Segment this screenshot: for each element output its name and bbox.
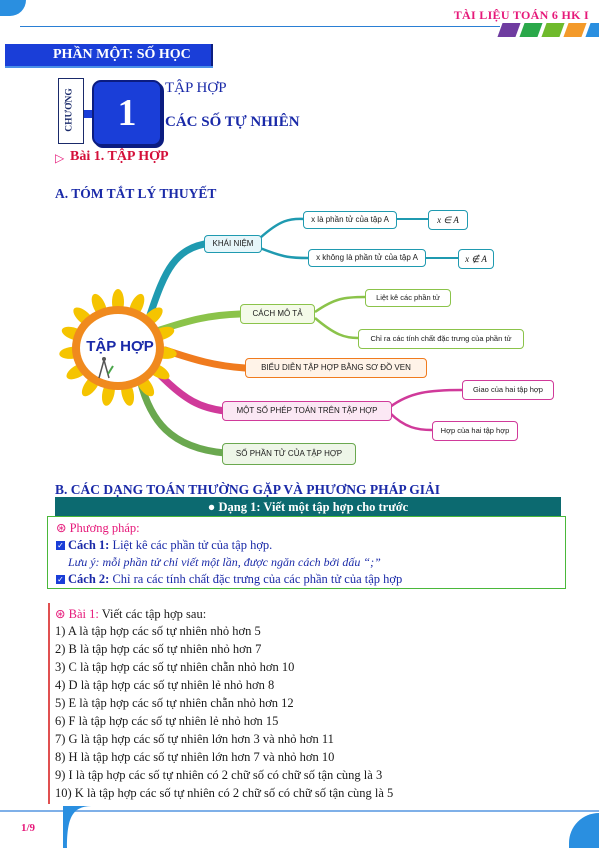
exercise-heading: ⊛ Bài 1: Viết các tập hợp sau: xyxy=(55,607,207,621)
method-note: Lưu ý: mỗi phần tử chỉ viết một lần, được ngăn cách bởi dấu “;” xyxy=(68,555,381,569)
section-b-heading: B. CÁC DẠNG TOÁN THƯỜNG GẶP VÀ PHƯƠNG PHÁP GIẢI xyxy=(55,482,441,497)
mindmap-node-list-elements: Liệt kê các phần tử xyxy=(365,289,451,307)
lesson-marker-icon: ▷ xyxy=(55,151,65,165)
method-heading: ⊛ Phương pháp: xyxy=(56,521,140,535)
mindmap-center: TẬP HỢP xyxy=(86,338,154,355)
mindmap-node-cachmota: CÁCH MÔ TẢ xyxy=(240,304,315,324)
exercise-item: 7) G là tập hợp các số tự nhiên lớn hơn 3 và nhỏ hơn 11 xyxy=(55,732,334,746)
part-banner: PHẦN MỘT: SỐ HỌC xyxy=(5,44,213,66)
mindmap-node-cardinality: SỐ PHẦN TỬ CỦA TẬP HỢP xyxy=(222,443,356,465)
exercise-item: 6) F là tập hợp các số tự nhiên lẻ nhỏ hơn 15 xyxy=(55,714,279,728)
exercise-item: 5) E là tập hợp các số tự nhiên chẵn nhỏ hơn 12 xyxy=(55,696,294,710)
mindmap-node-element-of-symbol: x ∈ A xyxy=(428,210,468,230)
section-a-heading: A. TÓM TẮT LÝ THUYẾT xyxy=(55,186,217,201)
part-banner-underline xyxy=(5,66,213,68)
mindmap-node-union: Hợp của hai tập hợp xyxy=(432,421,518,441)
exercise-item: 8) H là tập hợp các số tự nhiên lớn hơn 7 và nhỏ hơn 10 xyxy=(55,750,335,764)
chapter-number: 1 xyxy=(92,80,162,146)
method-box xyxy=(47,516,566,589)
header-stripe xyxy=(563,23,586,37)
header-stripe xyxy=(519,23,542,37)
mindmap-node-khainiem: KHÁI NIỆM xyxy=(204,235,262,253)
exercise-item: 4) D là tập hợp các số tự nhiên lẻ nhỏ hơn 8 xyxy=(55,678,275,692)
chapter-title-line2: CÁC SỐ TỰ NHIÊN xyxy=(165,114,300,130)
header-stripe xyxy=(541,23,564,37)
checkbox-icon: ✓ xyxy=(57,541,64,550)
mindmap-node-intersection: Giao của hai tập hợp xyxy=(462,380,554,400)
exercise-item: 1) A là tập hợp các số tự nhiên nhỏ hơn 5 xyxy=(55,624,261,638)
mindmap-node-venn: BIỂU DIỄN TẬP HỢP BẰNG SƠ ĐỒ VEN xyxy=(245,358,427,378)
mindmap-node-characteristic: Chỉ ra các tính chất đặc trưng của phần tử xyxy=(358,329,524,349)
chapter-title-line1: TẬP HỢP xyxy=(165,80,227,96)
problem-type-banner: ● Dạng 1: Viết một tập hợp cho trước xyxy=(55,497,561,517)
exercise-item: 2) B là tập hợp các số tự nhiên nhỏ hơn 7 xyxy=(55,642,262,656)
exercise-item: 10) K là tập hợp các số tự nhiên có 2 chữ số có chữ số tận cùng là 5 xyxy=(55,786,394,800)
method-way-2: ✓ Cách 2: Chỉ ra các tính chất đặc trưng của các phần tử của tập hợp xyxy=(57,572,403,586)
mindmap-node-not-element-of-symbol: x ∉ A xyxy=(458,249,494,269)
corner-decoration xyxy=(0,0,26,16)
checkbox-icon: ✓ xyxy=(57,575,64,584)
corner-decoration xyxy=(569,813,599,848)
page-number: 1/9 xyxy=(21,822,36,834)
document-title: TÀI LIỆU TOÁN 6 HK I xyxy=(453,8,589,22)
mindmap-node-element-of: x là phần tử của tập A xyxy=(303,211,397,229)
exercise-box xyxy=(48,603,555,804)
footer-decoration xyxy=(63,806,93,848)
header-stripe xyxy=(497,23,520,37)
chapter-connector xyxy=(84,110,92,118)
method-way-1: ✓ Cách 1: Liệt kê các phần tử của tập hợp. xyxy=(57,538,273,552)
mindmap-node-not-element-of: x không là phần tử của tập A xyxy=(308,249,426,267)
header-stripe xyxy=(585,23,599,37)
header-divider xyxy=(20,26,500,27)
mindmap-node-operations: MỘT SỐ PHÉP TOÁN TRÊN TẬP HỢP xyxy=(222,401,392,421)
lesson-title: Bài 1. TẬP HỢP xyxy=(70,149,169,164)
chapter-label: CHƯƠNG xyxy=(65,88,76,132)
exercise-item: 3) C là tập hợp các số tự nhiên chẵn nhỏ hơn 10 xyxy=(55,660,295,674)
exercise-item: 9) I là tập hợp các số tự nhiên có 2 chữ số có chữ số tận cùng là 3 xyxy=(55,768,383,782)
